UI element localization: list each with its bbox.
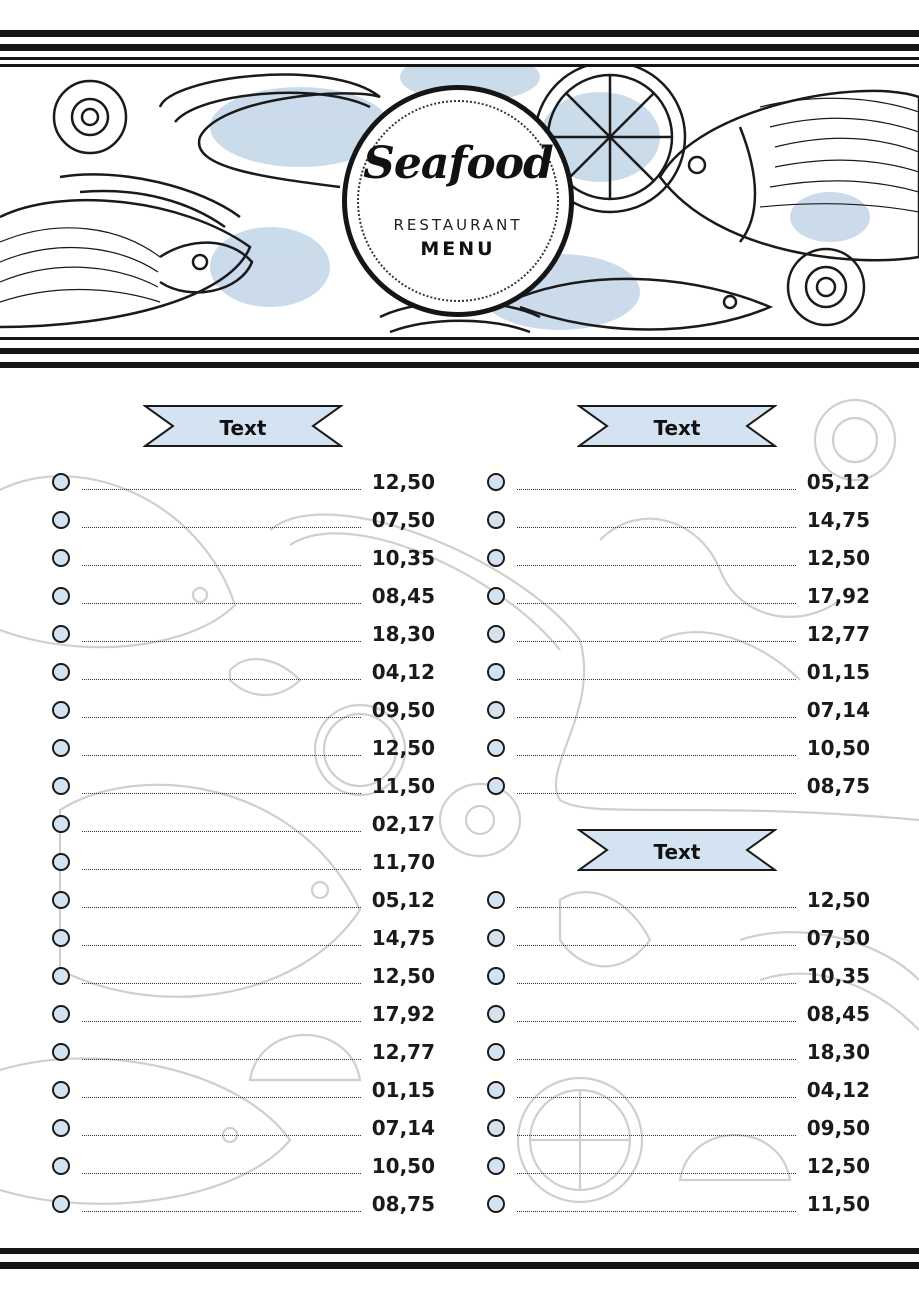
menu-item-price: 10,35 xyxy=(371,546,435,570)
dotted-leader xyxy=(517,945,796,946)
dotted-leader xyxy=(82,717,361,718)
menu-item-price: 11,70 xyxy=(371,850,435,874)
menu-item-price: 07,50 xyxy=(371,508,435,532)
circle-bullet-icon xyxy=(52,511,70,529)
menu-item-price: 14,75 xyxy=(806,508,870,532)
dotted-leader xyxy=(517,641,796,642)
circle-bullet-icon xyxy=(487,549,505,567)
section-ribbon-2 xyxy=(577,404,777,448)
circle-bullet-icon xyxy=(487,625,505,643)
menu-item-row xyxy=(487,919,870,957)
dotted-leader xyxy=(82,793,361,794)
menu-item-row xyxy=(487,995,870,1033)
dotted-leader xyxy=(82,565,361,566)
menu-item-price: 07,50 xyxy=(806,926,870,950)
header-illustration xyxy=(0,64,919,340)
menu-item-price: 05,12 xyxy=(806,470,870,494)
menu-list-right-top xyxy=(487,463,870,805)
menu-item-price: 09,50 xyxy=(371,698,435,722)
circle-bullet-icon xyxy=(487,777,505,795)
circle-bullet-icon xyxy=(52,739,70,757)
menu-item-row xyxy=(487,577,870,615)
menu-item-row xyxy=(52,1147,435,1185)
circle-bullet-icon xyxy=(52,815,70,833)
menu-item-price: 12,50 xyxy=(371,736,435,760)
menu-item-price: 05,12 xyxy=(371,888,435,912)
menu-item-price: 04,12 xyxy=(371,660,435,684)
menu-item-row xyxy=(52,501,435,539)
circle-bullet-icon xyxy=(52,549,70,567)
menu-item-price: 01,15 xyxy=(806,660,870,684)
section-ribbon-3 xyxy=(577,828,777,872)
header-bottom-stripe-2 xyxy=(0,362,919,368)
menu-item-row xyxy=(52,805,435,843)
menu-item-price: 02,17 xyxy=(371,812,435,836)
top-stripe-2 xyxy=(0,44,919,51)
dotted-leader xyxy=(82,1059,361,1060)
dotted-leader xyxy=(517,565,796,566)
dotted-leader xyxy=(517,1021,796,1022)
top-stripe-1 xyxy=(0,30,919,37)
circle-bullet-icon xyxy=(52,473,70,491)
dotted-leader xyxy=(82,489,361,490)
brand-badge xyxy=(342,85,574,317)
dotted-leader xyxy=(517,603,796,604)
dotted-leader xyxy=(82,641,361,642)
menu-item-row xyxy=(487,1109,870,1147)
dotted-leader xyxy=(517,717,796,718)
menu-item-row xyxy=(52,957,435,995)
menu-item-row xyxy=(52,995,435,1033)
dotted-leader xyxy=(517,1173,796,1174)
menu-item-price: 07,14 xyxy=(806,698,870,722)
menu-item-row xyxy=(52,729,435,767)
dotted-leader xyxy=(82,1135,361,1136)
dotted-leader xyxy=(517,793,796,794)
circle-bullet-icon xyxy=(487,663,505,681)
dotted-leader xyxy=(82,603,361,604)
section-title: Text xyxy=(653,840,701,864)
dotted-leader xyxy=(82,831,361,832)
menu-item-row xyxy=(52,881,435,919)
section-title: Text xyxy=(653,416,701,440)
menu-item-row xyxy=(52,1109,435,1147)
menu-item-row xyxy=(52,843,435,881)
menu-item-row xyxy=(52,539,435,577)
menu-item-row xyxy=(487,1033,870,1071)
dotted-leader xyxy=(82,1211,361,1212)
brand-subtitle: RESTAURANT xyxy=(393,216,523,234)
circle-bullet-icon xyxy=(52,929,70,947)
menu-item-row xyxy=(487,767,870,805)
menu-item-price: 12,50 xyxy=(806,546,870,570)
circle-bullet-icon xyxy=(52,625,70,643)
circle-bullet-icon xyxy=(487,587,505,605)
menu-item-price: 01,15 xyxy=(371,1078,435,1102)
circle-bullet-icon xyxy=(487,929,505,947)
circle-bullet-icon xyxy=(52,587,70,605)
dotted-leader xyxy=(517,527,796,528)
menu-item-price: 12,50 xyxy=(806,1154,870,1178)
menu-item-price: 17,92 xyxy=(806,584,870,608)
circle-bullet-icon xyxy=(487,1195,505,1213)
menu-item-row xyxy=(52,615,435,653)
circle-bullet-icon xyxy=(487,1005,505,1023)
circle-bullet-icon xyxy=(52,701,70,719)
circle-bullet-icon xyxy=(487,1081,505,1099)
header-bottom-stripe-1 xyxy=(0,348,919,354)
circle-bullet-icon xyxy=(52,777,70,795)
dotted-leader xyxy=(82,907,361,908)
menu-item-row xyxy=(52,653,435,691)
menu-item-row xyxy=(487,881,870,919)
section-title: Text xyxy=(219,416,267,440)
menu-item-row xyxy=(487,463,870,501)
dotted-leader xyxy=(517,489,796,490)
menu-item-price: 12,77 xyxy=(806,622,870,646)
menu-item-price: 10,50 xyxy=(371,1154,435,1178)
dotted-leader xyxy=(517,1135,796,1136)
circle-bullet-icon xyxy=(487,701,505,719)
circle-bullet-icon xyxy=(52,1195,70,1213)
circle-bullet-icon xyxy=(487,1157,505,1175)
bottom-stripe-1 xyxy=(0,1248,919,1254)
menu-item-row xyxy=(52,1185,435,1223)
dotted-leader xyxy=(82,527,361,528)
dotted-leader xyxy=(82,755,361,756)
menu-item-row xyxy=(487,1147,870,1185)
menu-item-price: 12,50 xyxy=(806,888,870,912)
menu-list-left xyxy=(52,463,435,1223)
dotted-leader xyxy=(517,1097,796,1098)
circle-bullet-icon xyxy=(487,511,505,529)
menu-item-price: 08,45 xyxy=(371,584,435,608)
dotted-leader xyxy=(82,679,361,680)
menu-item-row xyxy=(487,1071,870,1109)
menu-item-price: 12,77 xyxy=(371,1040,435,1064)
dotted-leader xyxy=(82,869,361,870)
menu-item-price: 10,50 xyxy=(806,736,870,760)
menu-item-row xyxy=(487,1185,870,1223)
circle-bullet-icon xyxy=(52,1005,70,1023)
menu-item-price: 04,12 xyxy=(806,1078,870,1102)
menu-item-price: 18,30 xyxy=(806,1040,870,1064)
circle-bullet-icon xyxy=(52,663,70,681)
menu-item-row xyxy=(52,1033,435,1071)
brand-title: Seafood xyxy=(363,138,553,189)
menu-item-row xyxy=(52,691,435,729)
menu-item-price: 08,75 xyxy=(371,1192,435,1216)
dotted-leader xyxy=(517,1211,796,1212)
menu-item-price: 11,50 xyxy=(806,1192,870,1216)
circle-bullet-icon xyxy=(487,739,505,757)
menu-list-right-bottom xyxy=(487,881,870,1223)
circle-bullet-icon xyxy=(52,853,70,871)
menu-item-row xyxy=(487,653,870,691)
circle-bullet-icon xyxy=(52,1157,70,1175)
dotted-leader xyxy=(82,945,361,946)
dotted-leader xyxy=(517,755,796,756)
circle-bullet-icon xyxy=(52,1119,70,1137)
dotted-leader xyxy=(517,679,796,680)
dotted-leader xyxy=(517,1059,796,1060)
circle-bullet-icon xyxy=(52,891,70,909)
menu-item-row xyxy=(487,729,870,767)
menu-item-row xyxy=(52,767,435,805)
circle-bullet-icon xyxy=(487,1043,505,1061)
menu-item-price: 08,75 xyxy=(806,774,870,798)
menu-item-row xyxy=(52,577,435,615)
dotted-leader xyxy=(517,907,796,908)
menu-item-price: 12,50 xyxy=(371,964,435,988)
menu-item-row xyxy=(487,691,870,729)
circle-bullet-icon xyxy=(52,967,70,985)
menu-item-row xyxy=(487,957,870,995)
dotted-leader xyxy=(82,1173,361,1174)
menu-item-price: 10,35 xyxy=(806,964,870,988)
section-ribbon-1 xyxy=(143,404,343,448)
dotted-leader xyxy=(517,983,796,984)
circle-bullet-icon xyxy=(487,1119,505,1137)
menu-item-price: 09,50 xyxy=(806,1116,870,1140)
menu-item-price: 18,30 xyxy=(371,622,435,646)
dotted-leader xyxy=(82,1097,361,1098)
circle-bullet-icon xyxy=(52,1081,70,1099)
menu-item-price: 17,92 xyxy=(371,1002,435,1026)
menu-item-price: 11,50 xyxy=(371,774,435,798)
menu-item-price: 14,75 xyxy=(371,926,435,950)
menu-item-price: 08,45 xyxy=(806,1002,870,1026)
bottom-stripe-2 xyxy=(0,1262,919,1269)
menu-item-price: 12,50 xyxy=(371,470,435,494)
brand-menu-label: MENU xyxy=(420,238,496,260)
menu-item-price: 07,14 xyxy=(371,1116,435,1140)
brand-badge-ring xyxy=(357,100,559,302)
menu-item-row xyxy=(52,1071,435,1109)
dotted-leader xyxy=(82,983,361,984)
circle-bullet-icon xyxy=(487,473,505,491)
menu-item-row xyxy=(52,919,435,957)
menu-item-row xyxy=(487,615,870,653)
dotted-leader xyxy=(82,1021,361,1022)
menu-item-row xyxy=(487,539,870,577)
menu-item-row xyxy=(52,463,435,501)
circle-bullet-icon xyxy=(487,891,505,909)
circle-bullet-icon xyxy=(52,1043,70,1061)
menu-item-row xyxy=(487,501,870,539)
top-stripe-3 xyxy=(0,57,919,60)
circle-bullet-icon xyxy=(487,967,505,985)
